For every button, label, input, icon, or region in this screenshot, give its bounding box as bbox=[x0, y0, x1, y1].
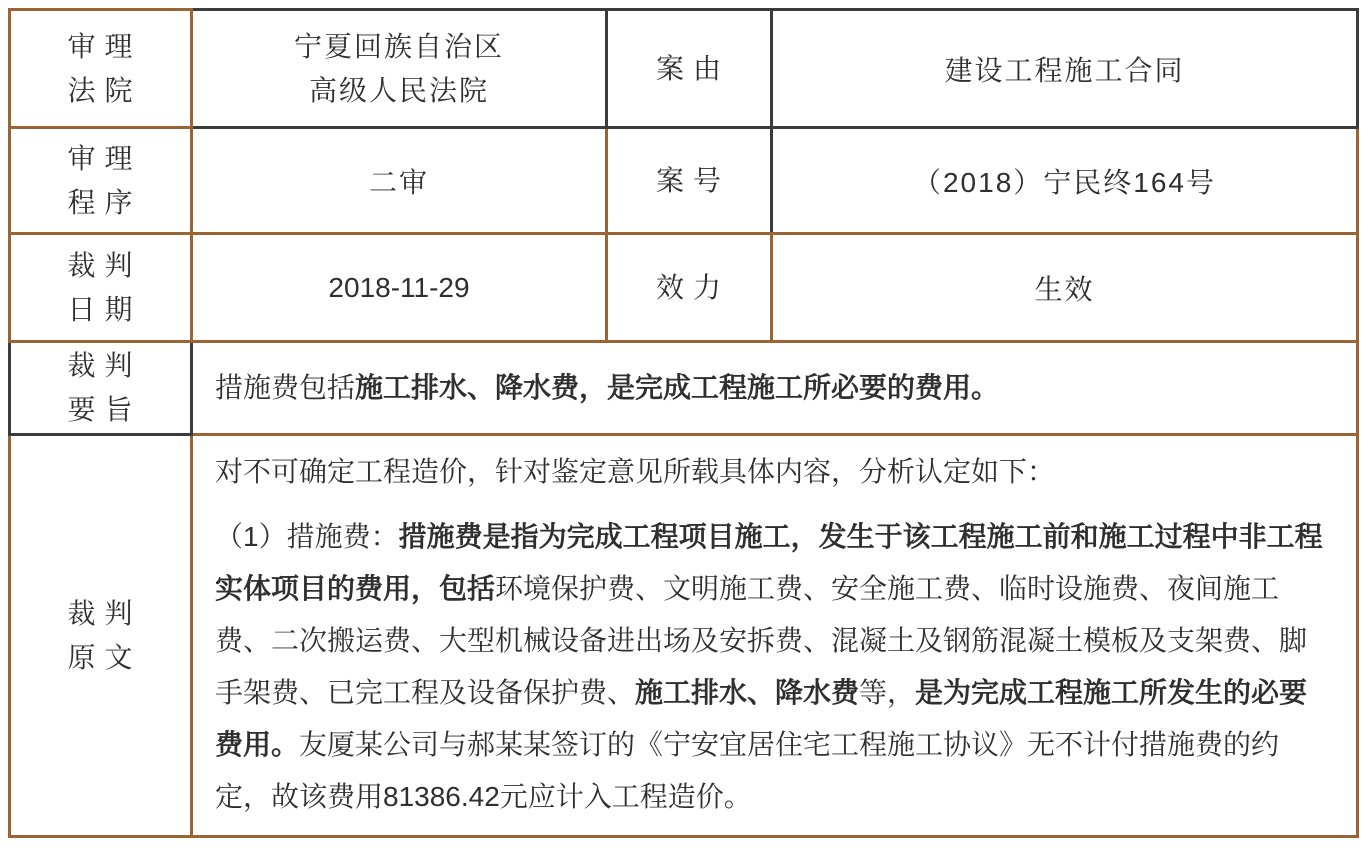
bold-text-segment: 施工排水、降水费 bbox=[635, 677, 860, 708]
text-segment: （1）措施费： bbox=[215, 521, 399, 552]
fulltext-paragraph bbox=[215, 446, 1334, 498]
label-line: 审理 bbox=[67, 142, 142, 174]
label-cause-of-action: 案由 bbox=[607, 10, 772, 128]
row-judgment-fulltext bbox=[10, 435, 1358, 837]
label-judgment-fulltext bbox=[10, 435, 192, 837]
label-line: 要旨 bbox=[67, 394, 142, 425]
value-cause-of-action: 建设工程施工合同 bbox=[772, 10, 1358, 128]
label-line: 审理 bbox=[67, 30, 142, 62]
text-segment: 环境保护费、文明施工费、安全施工费、临时设施费、夜间施工费、二次搬运费、大型机械设备进出场及安拆费、混凝土及钢筋混凝土模板及支架费、脚手架费、已完工程及设备保护费、 bbox=[215, 573, 1308, 708]
text-segment: 措施费包括 bbox=[215, 372, 356, 403]
label-judgment-gist bbox=[10, 342, 192, 435]
value-trial-procedure: 二审 bbox=[192, 128, 607, 234]
label-line: 法院 bbox=[67, 74, 142, 106]
label-line: 程序 bbox=[67, 186, 142, 218]
label-effectiveness: 效力 bbox=[607, 234, 772, 342]
value-line: 宁夏回族自治区 bbox=[293, 30, 504, 62]
value-judgment-date: 2018-11-29 bbox=[192, 234, 607, 342]
value-judgment-fulltext bbox=[192, 435, 1358, 837]
label-trial-procedure bbox=[10, 128, 192, 234]
row-trial-procedure bbox=[10, 128, 1358, 234]
row-judgment-gist bbox=[10, 342, 1358, 435]
bold-text-segment: 是为完成工程施工所发生的必要费用。 bbox=[215, 677, 1308, 760]
value-line: 高级人民法院 bbox=[308, 74, 489, 106]
label-line: 裁判 bbox=[67, 597, 142, 629]
row-judgment-date bbox=[10, 234, 1358, 342]
bold-text-segment: 施工排水、降水费，是完成工程施工所必要的费用。 bbox=[355, 372, 1000, 403]
label-judgment-date bbox=[10, 234, 192, 342]
label-line: 裁判 bbox=[67, 350, 142, 381]
text-segment: 友厦某公司与郝某某签订的《宁安宜居住宅工程施工协议》无不计付措施费的约定，故该费用81386.42元应计入工程造价。 bbox=[215, 729, 1280, 812]
label-line: 原文 bbox=[67, 641, 142, 673]
fulltext-paragraph bbox=[215, 511, 1334, 823]
case-summary-table bbox=[8, 8, 1359, 838]
label-line: 裁判 bbox=[67, 249, 142, 281]
bold-text-segment: 措施费是指为完成工程项目施工，发生于该工程施工前和施工过程中非工程实体项目的费用，包括 bbox=[215, 521, 1323, 604]
row-trial-court bbox=[10, 10, 1358, 128]
label-case-number: 案号 bbox=[607, 128, 772, 234]
text-segment: 等， bbox=[859, 677, 916, 708]
value-trial-court bbox=[192, 10, 607, 128]
value-judgment-gist bbox=[192, 342, 1358, 435]
label-trial-court bbox=[10, 10, 192, 128]
value-effectiveness: 生效 bbox=[772, 234, 1358, 342]
text-segment: 对不可确定工程造价，针对鉴定意见所载具体内容，分析认定如下： bbox=[215, 456, 1056, 487]
label-line: 日期 bbox=[67, 293, 142, 325]
value-case-number: （2018）宁民终164号 bbox=[772, 128, 1358, 234]
